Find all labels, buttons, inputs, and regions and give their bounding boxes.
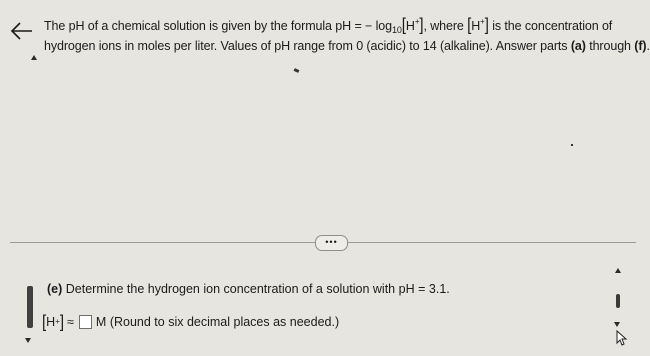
formula-ph: pH — [335, 19, 352, 33]
answer-row: [ H + ] ≈ M (Round to six decimal places as needed.) — [42, 312, 340, 332]
part-e-ph: pH — [398, 282, 415, 296]
right-scroll-up-icon[interactable] — [615, 268, 621, 273]
approx-symbol: ≈ — [67, 315, 74, 329]
part-e-value: 3.1 — [428, 282, 447, 296]
ph-formula — [335, 15, 424, 36]
answer-h: H — [46, 315, 56, 329]
formula-log: log — [375, 19, 392, 33]
right-scrollbar-thumb[interactable] — [616, 294, 620, 308]
answer-instruction: (Round to six decimal places as needed.) — [109, 315, 340, 329]
formula-h: H — [405, 19, 415, 33]
part-f-ref: (f) — [634, 39, 647, 53]
part-e-period: . — [446, 282, 450, 296]
right-scroll-down-icon[interactable] — [614, 322, 620, 327]
answer-bracket-left: [ — [42, 312, 47, 332]
problem-line-1 — [44, 16, 632, 36]
dot-icon — [571, 144, 573, 146]
part-e-equals: = — [418, 282, 426, 296]
part-e-question — [47, 282, 450, 296]
scroll-up-icon[interactable] — [31, 55, 37, 60]
problem-line-2 — [44, 36, 650, 56]
bracket-right-2: ] — [484, 15, 489, 36]
part-e-text: Determine the hydrogen ion concentration of a solution with — [65, 282, 396, 296]
expand-more-button[interactable]: ••• — [315, 235, 348, 251]
formula-plus-2: + — [480, 17, 485, 26]
formula-plus: + — [414, 17, 420, 26]
problem-suffix: is the concentration of — [492, 19, 613, 33]
answer-input[interactable] — [79, 315, 92, 329]
answer-unit: M — [95, 315, 107, 329]
formula-equals: = — [354, 19, 362, 33]
marker-icon — [294, 68, 300, 73]
bracket-right: ] — [419, 15, 424, 36]
problem-line2-text: hydrogen ions in moles per liter. Values of pH range from 0 (acidic) to 14 (alkaline). Answer parts — [44, 39, 568, 53]
problem-text: The pH of a chemical solution is given by the formula — [44, 19, 332, 33]
period: . — [646, 39, 650, 53]
bracket-left: [ — [401, 15, 406, 36]
formula-base: 10 — [391, 25, 402, 35]
part-a-ref: (a) — [570, 39, 586, 53]
problem-where: , where — [423, 19, 464, 33]
formula-h-2: H — [471, 19, 481, 33]
answer-bracket-right: ] — [59, 312, 65, 332]
bracket-left-2: [ — [467, 15, 472, 36]
left-scrollbar-thumb[interactable] — [27, 286, 33, 328]
through-text: through — [589, 39, 631, 53]
back-arrow-icon[interactable] — [9, 20, 35, 42]
cursor-icon — [616, 330, 628, 346]
problem-statement — [44, 15, 650, 56]
part-e-label: (e) — [47, 282, 63, 296]
formula-minus: − — [365, 19, 373, 33]
scroll-down-icon[interactable] — [25, 338, 31, 343]
